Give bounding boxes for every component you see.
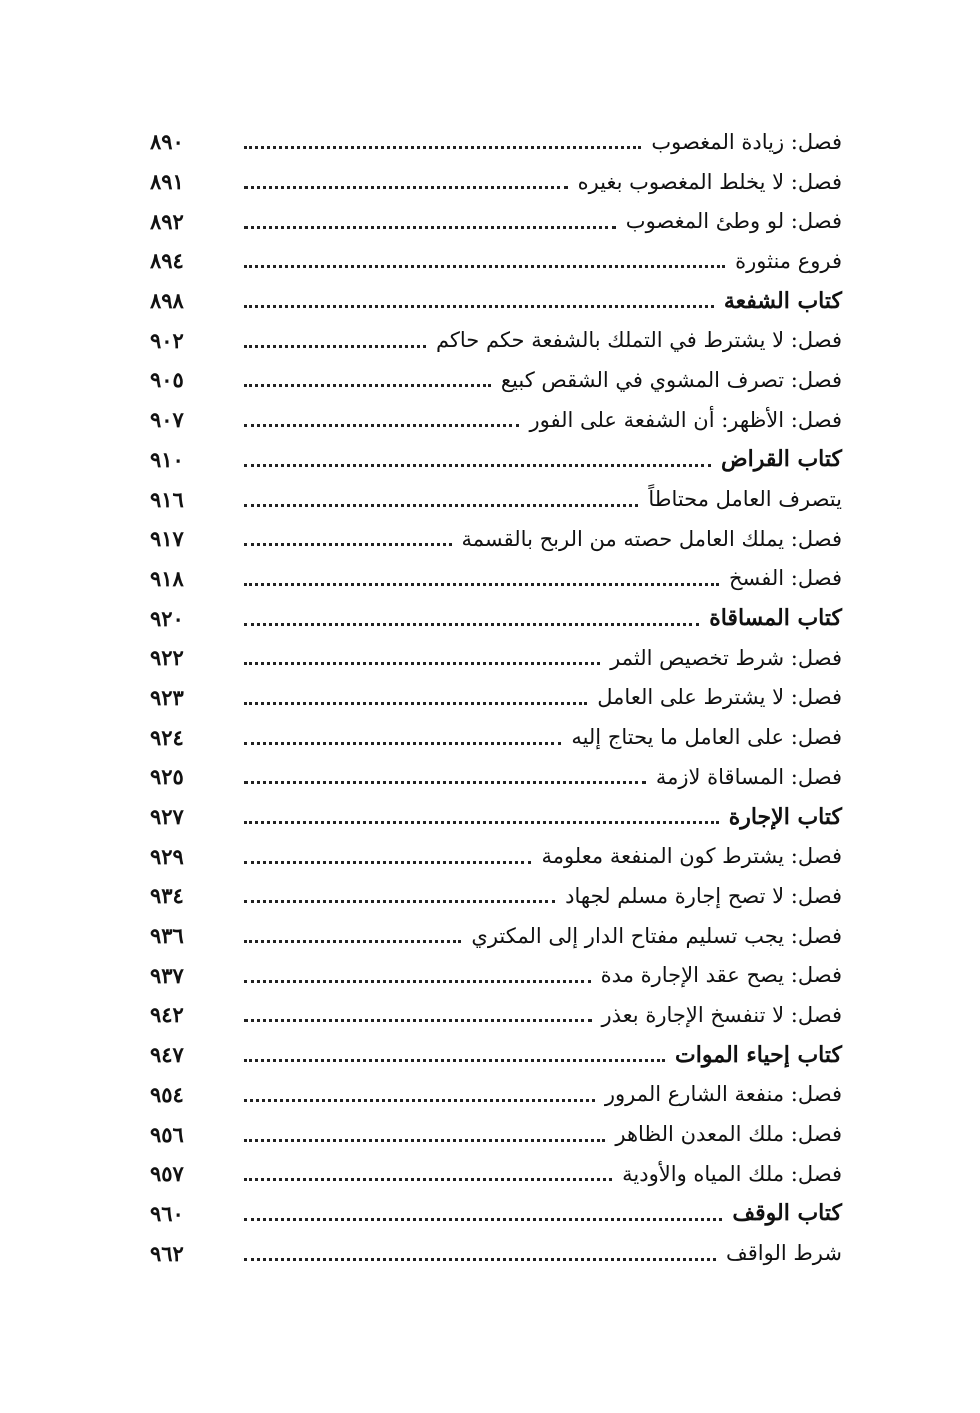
dot-leader bbox=[244, 543, 452, 546]
dot-leader bbox=[244, 623, 699, 626]
chapter-title: كتاب الشفعة bbox=[723, 287, 842, 314]
page-number: ٩٣٧ bbox=[150, 962, 184, 988]
table-of-contents bbox=[150, 122, 842, 1273]
page-number: ٩٥٦ bbox=[150, 1121, 184, 1147]
toc-entry-row bbox=[150, 757, 842, 797]
toc-chapter-row bbox=[150, 797, 842, 837]
page-number: ٩٢٤ bbox=[150, 724, 184, 750]
entry-title: فصل: يجب تسليم مفتاح الدار إلى المكتري bbox=[471, 923, 842, 948]
toc-entry-row bbox=[150, 559, 842, 599]
dot-leader bbox=[244, 464, 711, 467]
entry-title: فصل: يملك العامل حصته من الربح بالقسمة bbox=[461, 526, 842, 551]
dot-leader bbox=[244, 940, 461, 943]
dot-leader bbox=[244, 980, 591, 983]
page-number: ٩٣٤ bbox=[150, 883, 184, 909]
entry-title: فروع منثورة bbox=[735, 248, 842, 273]
dot-leader bbox=[244, 1258, 716, 1261]
chapter-title: كتاب الإجارة bbox=[728, 803, 842, 830]
dot-leader bbox=[244, 265, 725, 268]
toc-entry-row bbox=[150, 678, 842, 718]
entry-title: شرط الواقف bbox=[726, 1241, 842, 1266]
entry-title: فصل: لا يشترط على العامل bbox=[597, 685, 842, 710]
entry-title: فصل: لا تنفسخ الإجارة بعذر bbox=[601, 1002, 842, 1027]
toc-entry-row bbox=[150, 836, 842, 876]
entry-title: فصل: على العامل ما يحتاج إليه bbox=[571, 725, 842, 750]
page-number: ٩٠٧ bbox=[150, 407, 184, 433]
toc-entry-row bbox=[150, 201, 842, 241]
page-number: ٩١٦ bbox=[150, 486, 184, 512]
dot-leader bbox=[244, 384, 491, 387]
page-number: ٩٥٤ bbox=[150, 1081, 184, 1107]
toc-entry-row bbox=[150, 320, 842, 360]
toc-entry-row bbox=[150, 638, 842, 678]
dot-leader bbox=[244, 146, 641, 149]
toc-chapter-row bbox=[150, 598, 842, 638]
page-number: ٩٢٣ bbox=[150, 684, 184, 710]
dot-leader bbox=[244, 662, 600, 665]
toc-chapter-row bbox=[150, 1035, 842, 1075]
dot-leader bbox=[244, 1218, 722, 1221]
entry-title: فصل: منفعة الشارع المرور bbox=[604, 1082, 842, 1107]
entry-title: فصل: لو وطئ المغصوب bbox=[625, 209, 842, 234]
page-number: ٨٩١ bbox=[150, 169, 184, 195]
dot-leader bbox=[244, 504, 638, 507]
toc-entry-row bbox=[150, 1075, 842, 1115]
toc-entry-row bbox=[150, 241, 842, 281]
toc-chapter-row bbox=[150, 440, 842, 480]
entry-title: فصل: شرط تخصيص الثمر bbox=[610, 645, 842, 670]
toc-chapter-row bbox=[150, 1194, 842, 1234]
page-number: ٩٣٦ bbox=[150, 923, 184, 949]
dot-leader bbox=[244, 781, 646, 784]
toc-entry-row bbox=[150, 1233, 842, 1273]
entry-title: فصل: لا يشترط في التملك بالشفعة حكم حاكم bbox=[435, 328, 842, 353]
toc-entry-row bbox=[150, 1154, 842, 1194]
page-number: ٨٩٢ bbox=[150, 208, 184, 234]
dot-leader bbox=[244, 742, 561, 745]
entry-title: فصل: يصح عقد الإجارة مدة bbox=[600, 963, 842, 988]
dot-leader bbox=[244, 821, 719, 824]
page-number: ٩٦٠ bbox=[150, 1200, 184, 1226]
page-number: ٩٢٠ bbox=[150, 605, 184, 631]
toc-entry-row bbox=[150, 519, 842, 559]
toc-entry-row bbox=[150, 122, 842, 162]
toc-chapter-row bbox=[150, 281, 842, 321]
page-number: ٩١٧ bbox=[150, 526, 184, 552]
dot-leader bbox=[244, 1099, 595, 1102]
dot-leader bbox=[244, 702, 587, 705]
page-number: ٩٥٧ bbox=[150, 1161, 184, 1187]
dot-leader bbox=[244, 1139, 605, 1142]
page-number: ٩٢٧ bbox=[150, 804, 184, 830]
page-number: ٨٩٨ bbox=[150, 288, 184, 314]
chapter-title: كتاب إحياء الموات bbox=[675, 1041, 842, 1068]
entry-title: فصل: ملك المعدن الظاهر bbox=[615, 1122, 842, 1147]
chapter-title: كتاب المساقاة bbox=[709, 605, 842, 632]
page-number: ٩٤٢ bbox=[150, 1002, 184, 1028]
page-number: ٩٦٢ bbox=[150, 1240, 184, 1266]
dot-leader bbox=[244, 583, 719, 586]
page-number: ٨٩٤ bbox=[150, 248, 184, 274]
entry-title: فصل: المساقاة لازمة bbox=[655, 764, 842, 789]
entry-title: فصل: الفسخ bbox=[728, 566, 842, 591]
dot-leader bbox=[244, 186, 568, 189]
entry-title: فصل: تصرف المشوي في الشقص كبيع bbox=[500, 367, 842, 392]
dot-leader bbox=[244, 900, 555, 903]
toc-entry-row bbox=[150, 717, 842, 757]
entry-title: فصل: يشترط كون المنفعة معلومة bbox=[541, 844, 842, 869]
toc-entry-row bbox=[150, 995, 842, 1035]
page-number: ٩٠٥ bbox=[150, 367, 184, 393]
entry-title: فصل: زيادة المغصوب bbox=[651, 129, 842, 154]
page-number: ٩٢٩ bbox=[150, 843, 184, 869]
page-number: ٩١٨ bbox=[150, 565, 184, 591]
page-number: ٩٠٢ bbox=[150, 327, 184, 353]
toc-entry-row bbox=[150, 400, 842, 440]
dot-leader bbox=[244, 1178, 612, 1181]
page-number: ٩١٠ bbox=[150, 446, 184, 472]
dot-leader bbox=[244, 861, 531, 864]
entry-title: فصل: الأظهر: أن الشفعة على الفور bbox=[529, 407, 842, 432]
page-number: ٨٩٠ bbox=[150, 129, 184, 155]
toc-entry-row bbox=[150, 162, 842, 202]
entry-title: فصل: ملك المياه والأودية bbox=[622, 1161, 842, 1186]
toc-entry-row bbox=[150, 876, 842, 916]
chapter-title: كتاب الوقف bbox=[732, 1200, 842, 1227]
page-number: ٩٤٧ bbox=[150, 1042, 184, 1068]
entry-title: فصل: لا تصح إجارة مسلم لجهاد bbox=[565, 883, 842, 908]
dot-leader bbox=[244, 424, 519, 427]
entry-title: فصل: لا يخلط المغصوب بغيره bbox=[577, 169, 842, 194]
chapter-title: كتاب القراض bbox=[721, 446, 842, 473]
toc-entry-row bbox=[150, 955, 842, 995]
dot-leader bbox=[244, 1059, 665, 1062]
toc-entry-row bbox=[150, 916, 842, 956]
dot-leader bbox=[244, 226, 616, 229]
dot-leader bbox=[244, 345, 426, 348]
toc-entry-row bbox=[150, 1114, 842, 1154]
dot-leader bbox=[244, 305, 714, 308]
dot-leader bbox=[244, 1019, 592, 1022]
page-number: ٩٢٥ bbox=[150, 764, 184, 790]
toc-entry-row bbox=[150, 360, 842, 400]
toc-entry-row bbox=[150, 479, 842, 519]
entry-title: يتصرف العامل محتاطاً bbox=[648, 487, 842, 512]
page-number: ٩٢٢ bbox=[150, 645, 184, 671]
